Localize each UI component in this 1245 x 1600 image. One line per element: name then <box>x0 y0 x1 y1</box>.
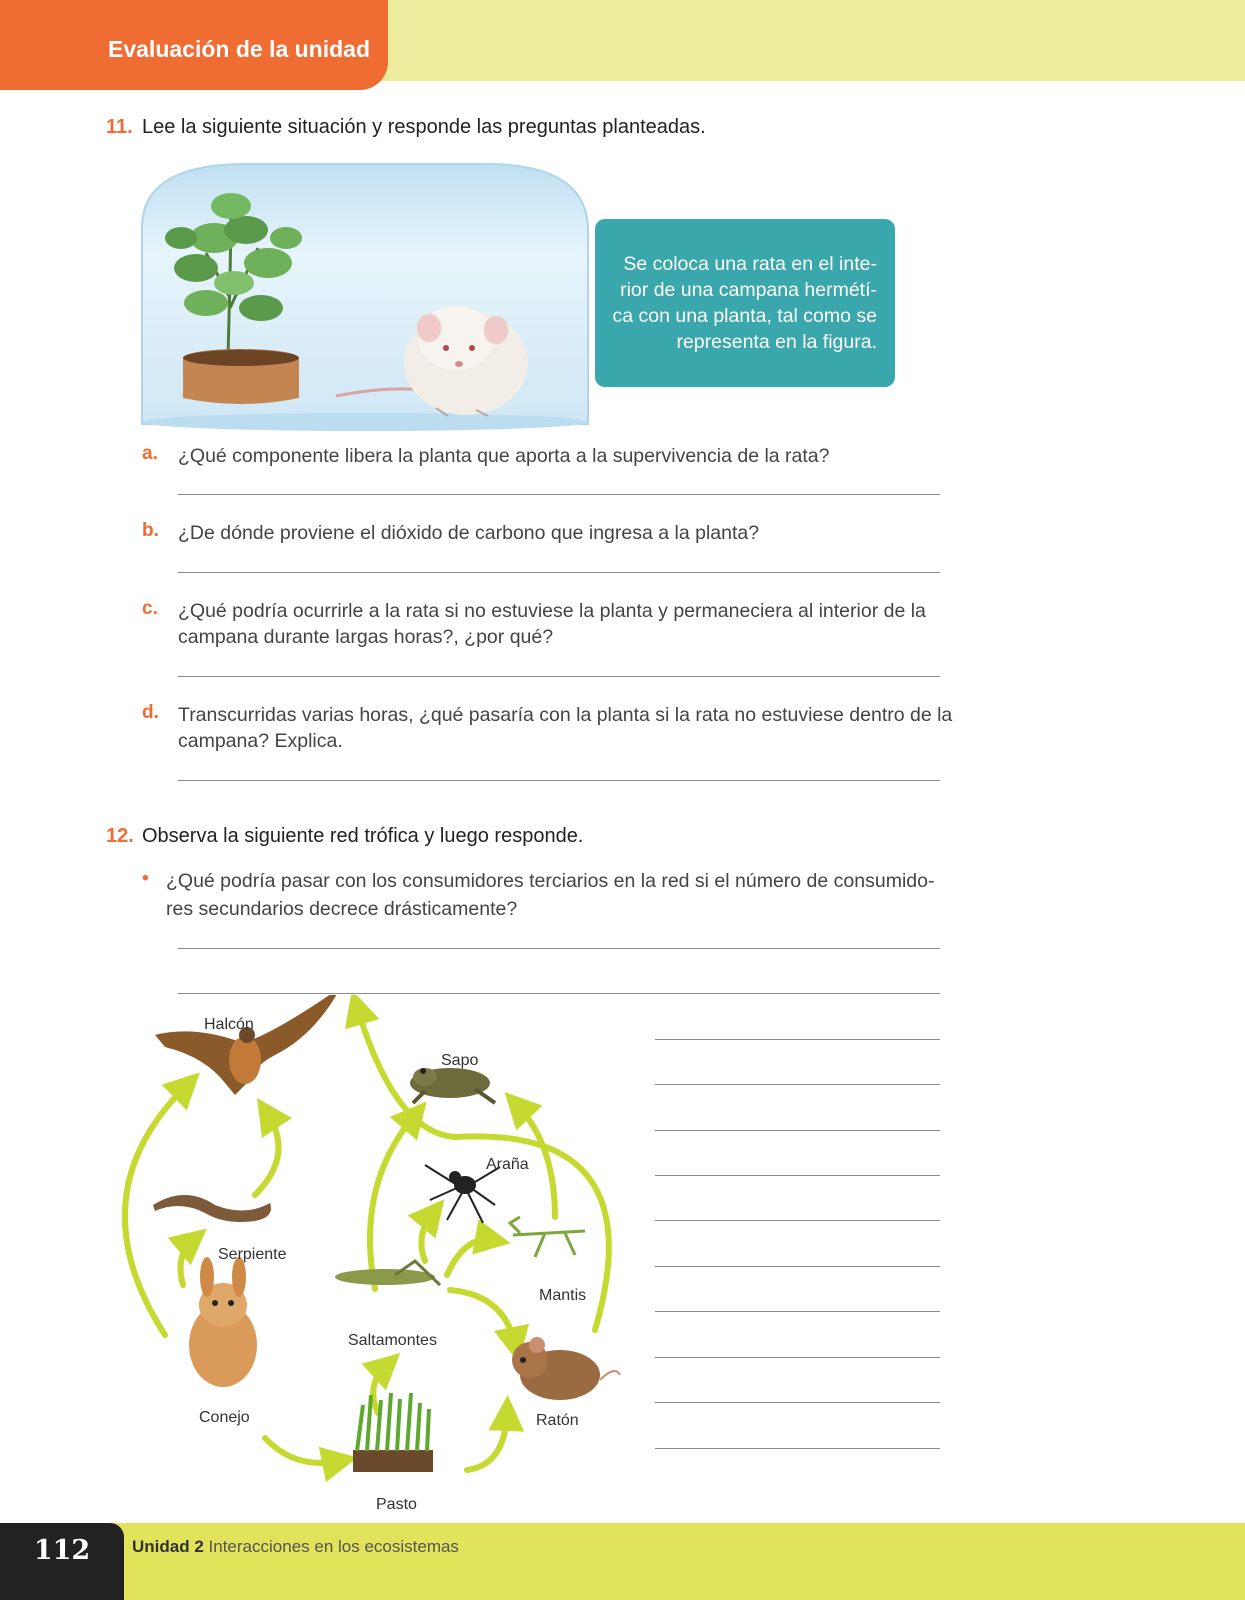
footer-unit: Unidad 2 <box>132 1537 204 1556</box>
arrow-pasto-raton <box>467 1413 507 1470</box>
item-d-letter: d. <box>142 702 159 723</box>
info-line: rior de una campana hermétí- <box>620 279 877 301</box>
header-title: Evaluación de la unidad <box>108 36 371 62</box>
arrow-saltamontes-raton <box>450 1290 515 1345</box>
bell-jar-illustration <box>136 158 596 434</box>
arrow-serpiente-halcon <box>255 1113 279 1195</box>
label-pasto: Pasto <box>376 1496 417 1513</box>
label-arana: Araña <box>486 1156 529 1173</box>
q12-bullet-line1: ¿Qué podría pasar con los consumidores terciarios en la red si el número de consumido- <box>166 870 935 892</box>
sapo-icon <box>410 1068 495 1103</box>
label-conejo: Conejo <box>199 1409 250 1426</box>
label-halcon: Halcón <box>204 1016 254 1033</box>
answer-line[interactable] <box>178 780 940 781</box>
answer-line[interactable] <box>655 1084 940 1085</box>
item-d-text-line2: campana? Explica. <box>178 730 343 752</box>
item-d-text-line1: Transcurridas varias horas, ¿qué pasaría con la planta si la rata no estuviese dentro de la <box>178 704 953 726</box>
saltamontes-icon <box>335 1261 440 1285</box>
item-c-text-line1: ¿Qué podría ocurrirle a la rata si no estuviese la planta y permaneciera al interior de la <box>178 600 926 622</box>
answer-line[interactable] <box>655 1448 940 1449</box>
answer-line[interactable] <box>178 494 940 495</box>
answer-line[interactable] <box>655 1402 940 1403</box>
pasto-icon <box>353 1393 433 1472</box>
info-box <box>595 219 895 387</box>
answer-line[interactable] <box>178 948 940 949</box>
pot <box>183 349 299 404</box>
mantis-icon <box>510 1217 585 1257</box>
item-b-letter: b. <box>142 520 159 541</box>
serpiente-icon <box>153 1195 271 1222</box>
arrow-saltamontes-mantis <box>447 1239 493 1275</box>
item-a-letter: a. <box>142 443 158 464</box>
info-line: Se coloca una rata en el inte- <box>623 253 877 275</box>
item-b-text: ¿De dónde proviene el dióxido de carbono que ingresa a la planta? <box>178 522 760 544</box>
answer-line[interactable] <box>178 993 940 994</box>
answer-line[interactable] <box>655 1175 940 1176</box>
info-line: ca con una planta, tal como se <box>612 305 877 327</box>
q11-text: Lee la siguiente situación y responde las preguntas planteadas. <box>142 116 706 138</box>
answer-line[interactable] <box>655 1311 940 1312</box>
label-mantis: Mantis <box>539 1287 587 1304</box>
answer-line[interactable] <box>655 1039 940 1040</box>
answer-line[interactable] <box>655 1220 940 1221</box>
q12-number: 12. <box>106 825 134 847</box>
label-serpiente: Serpiente <box>218 1246 287 1263</box>
footer-text <box>132 1537 459 1557</box>
answer-line[interactable] <box>655 1357 940 1358</box>
arrow-conejo-serpiente <box>181 1240 193 1285</box>
answer-line[interactable] <box>655 1130 940 1131</box>
food-web-diagram <box>95 995 640 1515</box>
arrow-pasto-conejo <box>265 1438 340 1463</box>
arrow-saltamontes-sapo <box>370 1115 415 1289</box>
footer-band <box>0 1523 1245 1600</box>
raton-icon <box>512 1337 620 1400</box>
q12-text: Observa la siguiente red trófica y luego responde. <box>142 825 584 847</box>
answer-line[interactable] <box>655 1266 940 1267</box>
conejo-icon <box>189 1257 257 1387</box>
halcon-icon <box>155 995 341 1095</box>
answer-line[interactable] <box>178 572 940 573</box>
footer-title: Interacciones en los ecosistemas <box>208 1537 459 1556</box>
answer-line[interactable] <box>178 676 940 677</box>
q12-bullet-line2: res secundarios decrece drásticamente? <box>166 898 518 920</box>
info-line: representa en la figura. <box>676 331 877 353</box>
item-a-text: ¿Qué componente libera la planta que aporta a la supervivencia de la rata? <box>178 445 830 467</box>
label-raton: Ratón <box>536 1412 579 1429</box>
page-number: 112 <box>0 1523 124 1600</box>
bullet-icon: • <box>142 868 149 889</box>
item-c-letter: c. <box>142 598 158 619</box>
label-sapo: Sapo <box>441 1052 479 1069</box>
q11-number: 11. <box>106 116 133 138</box>
arrow-saltamontes-arana <box>421 1213 433 1261</box>
item-c-text-line2: campana durante largas horas?, ¿por qué? <box>178 626 554 648</box>
label-saltamontes: Saltamontes <box>348 1332 437 1349</box>
